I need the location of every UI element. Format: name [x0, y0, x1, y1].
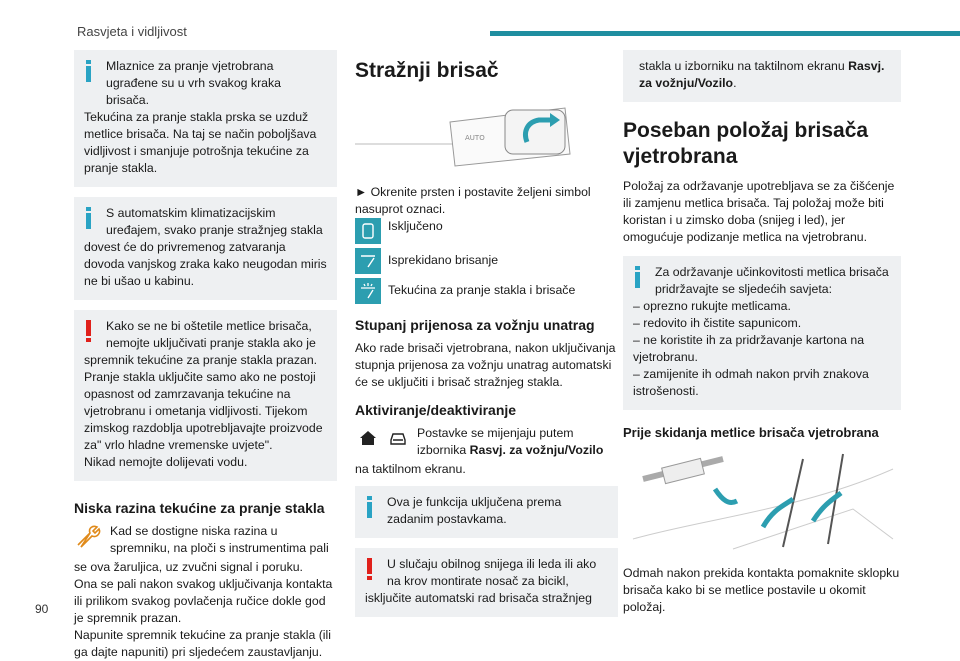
info-icon — [635, 266, 640, 288]
column-3: stakla u izborniku na taktilnom ekranu Rasvj. za vožnju/Vozilo. Poseban položaj brisača vjetrobrana Položaj za održavanje upotrebljava se za čišćenje ili zamjenu metlica brisača. Taj položaj može biti koristan i u zimsko doba (snijeg i led), jer omogućuje podizanje metlica na vjetrobranu. Za održavanje učinkovitosti metlica brisača pridržavajte se sljedećih savjeta: – oprezno rukujte metlicama. – redovito ih čistite sapunicom. – ne koristite ih za pridržavanje kartona na vjetrobranu. – zamijenite ih odmah nakon prvih znakova istrošenosti. Prije skidanja metlice brisača vjetrobrana Odmah nakon prekida kontakta pomaknite sklopku brisača kako bi se metlice postavile u okomit položaj. — [623, 50, 901, 616]
warning-box-blades: Kako se ne bi oštetile metlice brisača, nemojte uključivati pranje stakla ako je spremnik tekućine za pranje stakla prazan. Pranje stakla uključite samo ako ne postoji opasnost od zamrzavanja tekućine na vjetrobranu i ometanja vidljivosti. Tijekom zimskog razdoblja upotrebljavajte proizvode za" vrlo hladne vremenske uvjete". Nikad nemojte dolijevati vodu. — [74, 310, 337, 481]
svg-text:AUTO: AUTO — [465, 134, 485, 142]
off-icon — [355, 218, 381, 244]
washer-wipe-icon — [355, 278, 381, 304]
car-icon — [385, 425, 411, 451]
info-box-default: Ova je funkcija uključena prema zadanim postavkama. — [355, 486, 618, 538]
activation-heading: Aktiviranje/deaktiviranje — [355, 402, 517, 418]
column-2: Stražnji brisač AUTO ► Okrenite prsten i postavite željeni simbol nasuprot oznaci. Isključeno Isprekidano brisanje Tekućina za pranje stakla i brisače Stupanj prijenosa za vožnju unatrag Ako rade brisači vjetrobrana, nakon uključivanja stupnja prijenosa za vožnju unatrag automatski će se uključiti i brisač stražnjeg stakla. Aktiviranje/deaktiviranje Postavke se mijenjaju putem izbornika Rasvj. za vožnju/Vozilo na taktilnom ekranu. Ova je funkcija uključena prema zadanim postavkama. U slučaju obilnog snijega ili leda ili ako na krov montirate nosač za bicikl, isključite automatski rad brisača stražnjeg — [355, 50, 618, 626]
wrench-icon — [74, 523, 104, 549]
info-icon — [86, 207, 91, 229]
rear-wiper-illustration — [355, 92, 618, 172]
info-box-nozzles: Mlaznice za pranje vjetrobrana ugrađene su u vrh svakog kraka brisača. Tekućina za pranje stakla prska se uzduž metlice brisača. Na taj se način poboljšava vidljivost i smanjuje potrošnja tekućine za pranje stakla. — [74, 50, 337, 187]
intermittent-wipe-icon — [355, 248, 381, 274]
reverse-heading: Stupanj prijenosa za vožnju unatrag — [355, 317, 595, 333]
info-icon — [86, 60, 91, 82]
header-bar — [490, 31, 960, 36]
info-box-climate: S automatskim klimatizacijskim uređajem, svako pranje stražnjeg stakla dovest će do privremenog zatvaranja dovoda vanjskog zraka kako neugodan miris ne bi ušao u kabinu. — [74, 197, 337, 300]
warning-box-snow: U slučaju obilnog snijega ili leda ili ako na krov montirate nosač za bicikl, isključite automatski rad brisača stražnjeg — [355, 548, 618, 617]
info-icon — [367, 496, 372, 518]
warning-icon — [367, 558, 372, 580]
column-1: Mlaznice za pranje vjetrobrana ugrađene su u vrh svakog kraka brisača. Tekućina za pranje stakla prska se uzduž metlice brisača. Na taj se način poboljšava vidljivost i smanjuje potrošnja tekućine za pranje stakla. S automatskim klimatizacijskim uređajem, svako pranje stražnjeg stakla dovest će do privremenog zatvaranja dovoda vanjskog zraka kako neugodan miris ne bi ušao u kabinu. Kako se ne bi oštetile metlice brisača, nemojte uključivati pranje stakla ako je spremnik tekućine za pranje stakla prazan. Pranje stakla uključite samo ako ne postoji opasnost od zamrzavanja tekućine na vjetrobranu i ometanja vidljivosti. Tijekom zimskog razdoblja upotrebljavajte proizvode za" vrlo hladne vremenske uvjete". Nikad nemojte dolijevati vodu. Niska razina tekućine za pranje stakla Kad se dostigne niska razina u spremniku, na ploči s instrumentima pali se ova žaruljica, uz zvučni signal i poruku. Ona se pali nakon svakog uključivanja kontakta ili prilikom svakog povlačenja ručice dokle god je spremnik prazan. Napunite spremnik tekućine za pranje stakla (ili ga dajte napuniti) pri sljedećem zaustavljanju. — [74, 50, 337, 661]
rear-instruction: ► Okrenite prsten i postavite željeni simbol nasuprot oznaci. — [355, 185, 591, 216]
warning-icon — [86, 320, 91, 342]
continued-box: stakla u izborniku na taktilnom ekranu Rasvj. za vožnju/Vozilo. — [623, 50, 901, 102]
wiper-maintenance-illustration — [623, 449, 901, 559]
info-box-tips: Za održavanje učinkovitosti metlica brisača pridržavajte se sljedećih savjeta: – oprezno rukujte metlicama. – redovito ih čistite sapunicom. – ne koristite ih za pridržavanje kartona na vjetrobranu. – zamijenite ih odmah nakon prvih znakova istrošenosti. — [623, 256, 901, 410]
low-fluid-heading: Niska razina tekućine za pranje stakla — [74, 500, 325, 516]
special-position-heading: Poseban položaj brisača vjetrobrana — [623, 119, 869, 168]
before-removal-heading: Prije skidanja metlice brisača vjetrobrana — [623, 425, 879, 440]
home-icon — [355, 425, 381, 451]
page-number: 90 — [35, 602, 49, 616]
header-title: Rasvjeta i vidljivost — [77, 24, 187, 39]
rear-wiper-heading: Stražnji brisač — [355, 59, 499, 82]
